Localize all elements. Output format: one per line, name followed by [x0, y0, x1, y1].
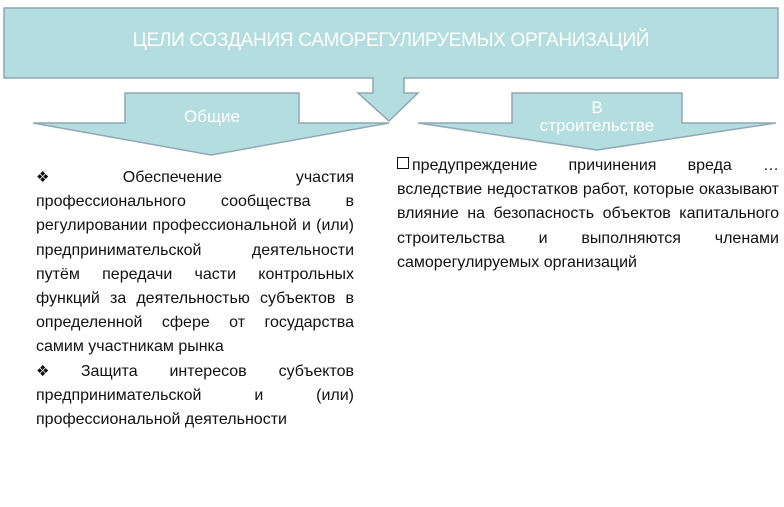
right-branch-label-line2: строительстве: [539, 116, 655, 135]
right-branch-label: [512, 94, 682, 140]
list-item-text: предупреждение причинения вреда … вследствие недостатков работ, которые оказывают влияние на безопасность объектов капитального строительства и выполняются членами саморегулируемых организаций: [397, 157, 779, 271]
left-branch-label: Общие: [184, 107, 240, 126]
diagram-title: ЦЕЛИ СОЗДАНИЯ САМОРЕГУЛИРУЕМЫХ ОРГАНИЗАЦИЙ: [132, 30, 650, 51]
list-item: [36, 166, 354, 360]
square-bullet-icon: [397, 157, 409, 169]
list-item: [397, 154, 779, 275]
list-item-text: Защита интересов субъектов предпринимательской и (или) профессиональной деятельности: [36, 362, 354, 429]
left-branch-list: [36, 166, 354, 432]
right-branch-list: [397, 154, 779, 275]
diamond-bullet-icon: ❖: [36, 169, 119, 186]
list-item: [36, 360, 354, 433]
list-item-text: Обеспечение участия профессионального сообщества в регулировании профессиональной и (или) предпринимательской деятельности путём передачи части контрольных функций за деятельностью субъектов в определенной сфере от государства самим участникам рынка: [36, 169, 355, 356]
diamond-bullet-icon: ❖: [36, 362, 77, 380]
right-branch-label-line1: В: [591, 98, 603, 117]
